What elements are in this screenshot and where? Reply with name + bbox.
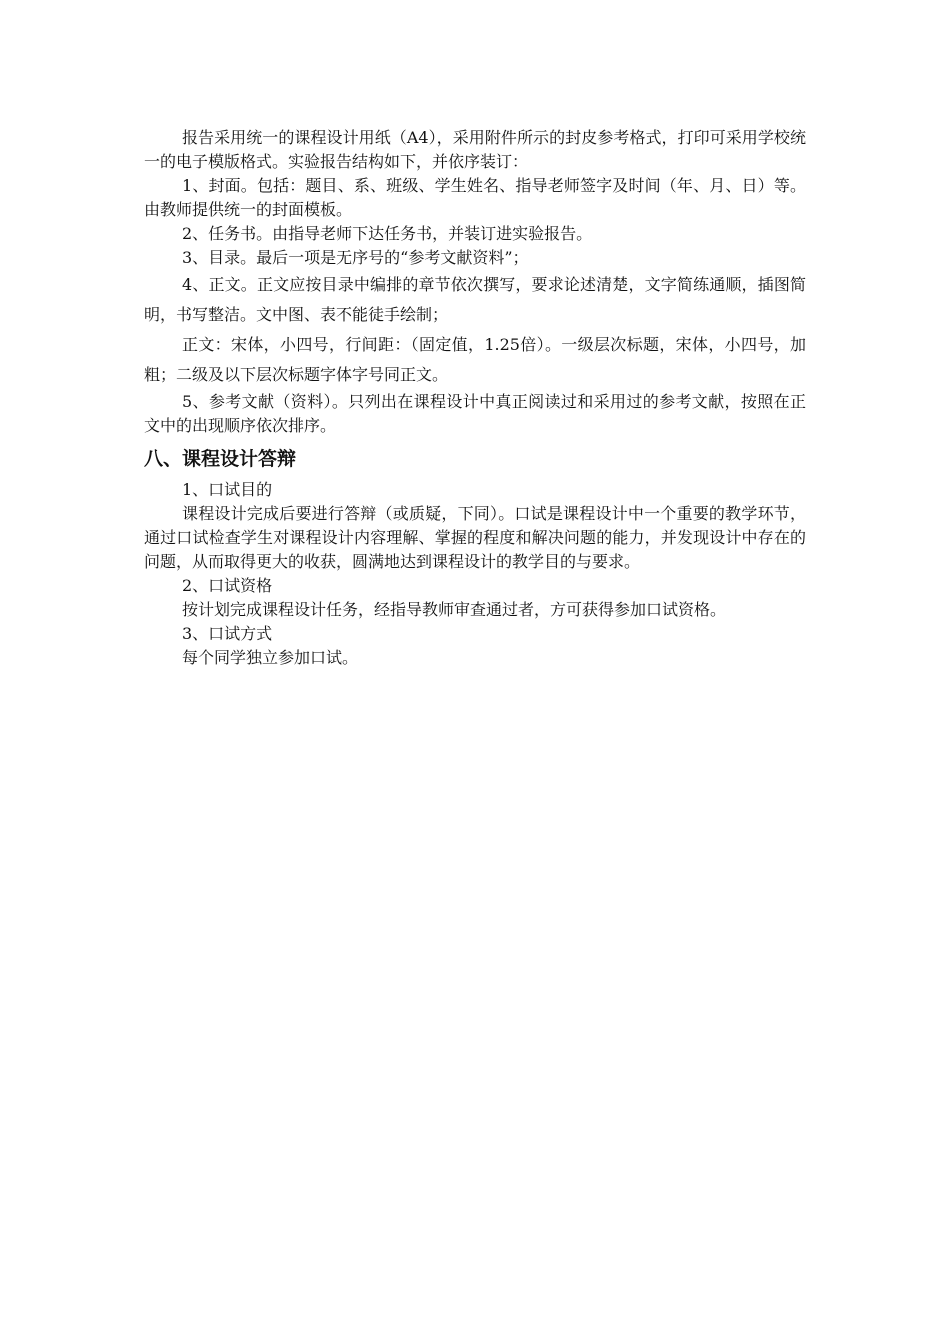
defense-method-text: 每个同学独立参加口试。 — [182, 648, 359, 667]
report-item-body: 4、正文。正文应按目录中编排的章节依次撰写，要求论述清楚，文字简练通顺，插图简明，书写整洁。文中图、表不能徒手绘制； — [144, 275, 806, 324]
defense-qualification-text: 按计划完成课程设计任务，经指导教师审查通过者，方可获得参加口试资格。 — [182, 600, 727, 619]
section-heading-defense: 八、课程设计答辩 — [144, 448, 297, 470]
report-item-toc: 3、目录。最后一项是无序号的“参考文献资料”； — [182, 248, 529, 267]
report-item-references: 5、参考文献（资料）。只列出在课程设计中真正阅读过和采用过的参考文献，按照在正文中的出现顺序依次排序。 — [144, 392, 806, 435]
defense-purpose-title: 1、口试目的 — [182, 480, 273, 499]
defense-method-title: 3、口试方式 — [182, 624, 273, 643]
report-item-cover: 1、封面。包括：题目、系、班级、学生姓名、指导老师签字及时间（年、月、日）等。由教师提供统一的封面模板。 — [144, 176, 806, 219]
report-intro: 报告采用统一的课程设计用纸（A4），采用附件所示的封皮参考格式，打印可采用学校统一的电子模版格式。实验报告结构如下，并依序装订： — [144, 128, 806, 171]
defense-qualification-title: 2、口试资格 — [182, 576, 273, 595]
report-item-task-book: 2、任务书。由指导老师下达任务书，并装订进实验报告。 — [182, 224, 593, 243]
defense-purpose-text: 课程设计完成后要进行答辩（或质疑，下同）。口试是课程设计中一个重要的教学环节，通过口试检查学生对课程设计内容理解、掌握的程度和解决问题的能力，并发现设计中存在的问题，从而取得更大的收获，圆满地达到课程设计的教学目的与要求。 — [144, 504, 806, 571]
report-body-format: 正文：宋体，小四号，行间距：（固定值，1.25倍）。一级层次标题，宋体，小四号，加粗；二级及以下层次标题字体字号同正文。 — [144, 335, 806, 384]
document-page — [144, 126, 806, 670]
